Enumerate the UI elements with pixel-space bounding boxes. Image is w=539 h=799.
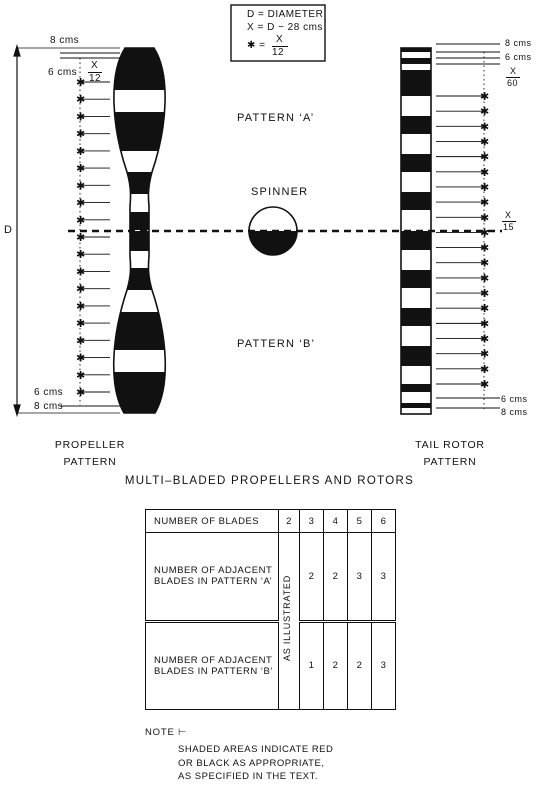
- tail-station-star: ✱: [480, 271, 490, 285]
- note-heading: NOTE ⊢: [145, 727, 188, 738]
- tail-rotor-band: [401, 403, 431, 408]
- tail-station-star: ✱: [480, 180, 490, 194]
- as-illustrated-text: AS ILLUSTRATED: [282, 574, 293, 662]
- tail-station-star: ✱: [480, 317, 490, 331]
- tail-rotor-band: [401, 231, 431, 250]
- prop-frac-den: 12: [89, 73, 102, 84]
- tail-frac2-den: 15: [503, 222, 515, 232]
- spinner: [245, 207, 301, 261]
- row-b-value-3: 1: [300, 621, 324, 710]
- prop-bottom-6cms: 6 cms: [34, 387, 64, 398]
- tail-rotor-band: [401, 116, 431, 134]
- tail-station-star: ✱: [480, 135, 490, 149]
- legend-frac-num: X: [276, 34, 284, 45]
- tail-rotor-stations: [436, 44, 500, 410]
- tail-rotor-band: [401, 192, 431, 210]
- tail-station-star: ✱: [480, 362, 490, 376]
- tail-frac1-num: X: [510, 66, 517, 76]
- tail-station-star: ✱: [480, 226, 490, 240]
- row-b-label-line2: BLADES IN PATTERN ‘B’: [154, 665, 273, 677]
- tail-station-star: ✱: [480, 165, 490, 179]
- table-title: MULTI–BLADED PROPELLERS AND ROTORS: [124, 475, 415, 487]
- tail-station-star: ✱: [480, 211, 490, 225]
- tail-station-star: ✱: [480, 378, 490, 391]
- propeller-station-star: ✱: [76, 334, 86, 348]
- legend-diameter: D = DIAMETER: [247, 9, 324, 20]
- tail-station-star: ✱: [480, 105, 490, 119]
- tail-station-star: ✱: [480, 287, 490, 301]
- propeller-station-star: ✱: [76, 110, 86, 124]
- tail-rotor-caption-line1: TAIL ROTOR: [415, 439, 485, 451]
- tail-rotor-band: [401, 270, 431, 288]
- propeller-station-star: ✱: [76, 213, 86, 227]
- pattern-a-label: PATTERN ‘A’: [237, 112, 315, 124]
- row-a-value-6: 3: [372, 533, 396, 622]
- propeller-station-star: ✱: [76, 351, 86, 365]
- header-label: NUMBER OF BLADES: [146, 510, 279, 533]
- row-a-value-5: 3: [348, 533, 372, 622]
- row-a-label-line1: NUMBER OF ADJACENT: [154, 565, 273, 577]
- as-illustrated-cell: [279, 533, 300, 710]
- note-body: [178, 743, 333, 784]
- tail-bottom-8cms: 8 cms: [501, 407, 528, 417]
- propeller-station-star: ✱: [76, 386, 86, 399]
- propeller-station-star: ✱: [76, 144, 86, 158]
- tail-top-8cms: 8 cms: [505, 38, 532, 48]
- propeller-station-star: ✱: [76, 299, 86, 313]
- table-row-pattern-a: [146, 533, 396, 622]
- tail-rotor-blade: [401, 48, 431, 414]
- legend-x-definition: X = D − 28 cms: [247, 22, 323, 33]
- propeller-station-star: ✱: [76, 231, 86, 244]
- note-line1: SHADED AREAS INDICATE RED: [178, 744, 334, 755]
- tail-station-star: ✱: [480, 241, 490, 255]
- propeller-station-star: ✱: [76, 127, 86, 141]
- tail-station-star: ✱: [480, 196, 490, 210]
- tail-station-star: ✱: [480, 347, 490, 361]
- propeller-station-star: ✱: [76, 368, 86, 382]
- tail-rotor-band: [401, 58, 431, 64]
- row-a-value-4: 2: [324, 533, 348, 622]
- propeller-station-star: ✱: [76, 76, 86, 89]
- row-b-value-4: 2: [324, 621, 348, 710]
- tail-rotor-band: [401, 308, 431, 326]
- tail-rotor-band: [401, 154, 431, 172]
- blade-count-5: 5: [348, 510, 372, 533]
- tail-station-star: ✱: [480, 120, 490, 134]
- row-b-value-5: 2: [348, 621, 372, 710]
- tail-rotor-caption: [395, 437, 505, 471]
- tail-station-star: ✱: [480, 256, 490, 270]
- blades-table: [145, 509, 396, 710]
- propeller-station-star: ✱: [76, 282, 86, 296]
- row-a-label: [146, 533, 279, 622]
- row-b-label: [146, 621, 279, 710]
- spinner-label: SPINNER: [251, 186, 309, 198]
- prop-frac-num: X: [91, 60, 99, 71]
- row-a-value-3: 2: [300, 533, 324, 622]
- tail-frac1-den: 60: [507, 78, 519, 88]
- legend-frac-den: 12: [272, 47, 285, 58]
- tail-station-star: ✱: [480, 332, 490, 346]
- propeller-caption: [40, 437, 140, 471]
- propeller-stations: [60, 53, 120, 406]
- pattern-b-label: PATTERN ‘B’: [237, 338, 316, 350]
- propeller-caption-line1: PROPELLER: [54, 439, 126, 451]
- propeller-station-star: ✱: [76, 317, 86, 331]
- prop-top-8cms: 8 cms: [50, 35, 80, 46]
- table-header-row: [146, 510, 396, 533]
- tail-rotor-band: [401, 346, 431, 366]
- tail-rotor-band: [401, 384, 431, 392]
- blade-count-3: 3: [300, 510, 324, 533]
- prop-bottom-8cms: 8 cms: [34, 401, 64, 412]
- propeller-station-star: ✱: [76, 196, 86, 210]
- tail-rotor-band: [401, 70, 431, 96]
- blade-count-6: 6: [372, 510, 396, 533]
- tail-frac2-num: X: [505, 210, 512, 220]
- tail-top-6cms: 6 cms: [505, 52, 532, 62]
- note-line2: OR BLACK AS APPROPRIATE,: [178, 757, 325, 769]
- tail-rotor-caption-line2: PATTERN: [423, 456, 477, 468]
- propeller-station-star: ✱: [76, 93, 86, 107]
- propeller-station-star: ✱: [76, 162, 86, 176]
- tail-station-star: ✱: [480, 90, 490, 103]
- row-a-label-line2: BLADES IN PATTERN ‘A’: [154, 576, 273, 588]
- prop-top-6cms: 6 cms: [48, 67, 78, 78]
- row-b-label-line1: NUMBER OF ADJACENT: [154, 654, 273, 666]
- diameter-label: D: [4, 224, 13, 236]
- propeller-caption-line2: PATTERN: [63, 456, 117, 468]
- tail-bottom-6cms: 6 cms: [501, 394, 528, 404]
- legend-star-definition: ✱ =: [247, 40, 266, 51]
- propeller-station-star: ✱: [76, 265, 86, 279]
- propeller-station-star: ✱: [76, 179, 86, 193]
- note-line3: AS SPECIFIED IN THE TEXT.: [178, 771, 318, 782]
- tail-station-star: ✱: [480, 150, 490, 164]
- tail-station-star: ✱: [480, 302, 490, 316]
- table-row-pattern-b: [146, 621, 396, 710]
- row-b-value-6: 3: [372, 621, 396, 710]
- blade-count-2: 2: [279, 510, 300, 533]
- propeller-station-star: ✱: [76, 248, 86, 262]
- blade-count-4: 4: [324, 510, 348, 533]
